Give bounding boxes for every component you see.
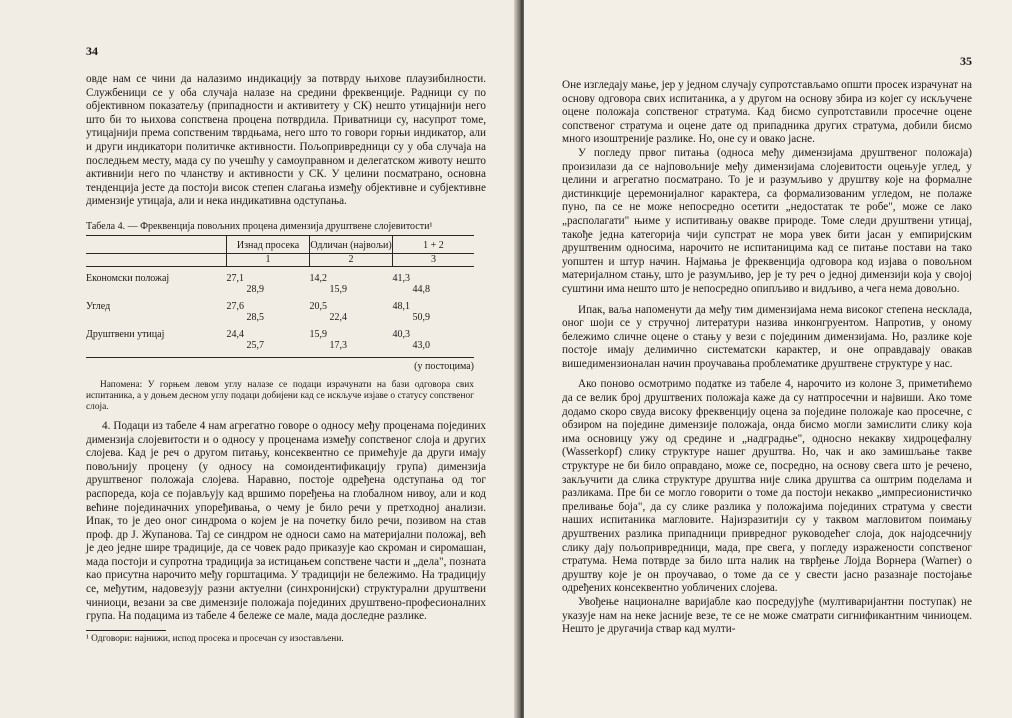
- cell-value-excluded: 25,7: [246, 339, 264, 351]
- table-header-cell: 1 + 2: [393, 235, 475, 253]
- footnote-rule: [86, 630, 166, 631]
- body-paragraph: Увођење националне варијабле као посредујуће (мултиваријантни поступак) не указује нам на неке јасније везе, те се не може сматрати сигнификантним чиниоцем. Нешто је другачија ствар кад мулти-: [562, 595, 972, 636]
- cell-value-all: 40,3: [392, 328, 410, 340]
- table-unit: (у постоцима): [86, 357, 474, 372]
- body-paragraph: овде нам се чини да налазимо индикацију за потврду њихове плаузибилности. Службеници се у оба случаја налазе на средини фреквенције. Радници су по објективном показатељу (припадности и активитету у СК) нешто утицајнији него што би то њихова сопствена процена потврдила. Приватници су, насупрот томе, утицајнији према сопственим тврдњама, него што то говори горњи индикатор, али и други индикатори политичке активности. Пољопривредници су у оба случаја на последњем месту, мада су по учешћу у самоуправном и делегатском животу нешто активнији него по чланству и активности у СК. У целини посматрано, основна тенденција јесте да постоји висок степен слагања између објективне и субјективне димензије утицаја, али и нека индикативна одступања.: [86, 73, 486, 208]
- row-label: Углед: [86, 300, 111, 312]
- cell-value-all: 24,4: [226, 328, 244, 340]
- row-label: Економски положај: [86, 272, 170, 284]
- body-paragraph: Ипак, ваља напоменути да међу тим димензијама нема високог степена нескладa, оног шоји се у стручној литератури назива инконгруентом. Напротив, у оному бележимо сличне оцене о стању у вези с појединим димензијама. Но, разлике које постоје имају делимично систематски карактер, и оне оправдавају овакав вишедимензионалан начин проучавања проблематике друштвене структуре у нас.: [562, 303, 972, 370]
- cell-value-excluded: 17,3: [329, 339, 347, 351]
- table-caption: Табела 4. — Фреквенција повољних процена димензија друштвене слојевитости¹: [86, 220, 433, 232]
- column-number: 2: [310, 253, 393, 266]
- cell-value-all: 15,9: [309, 328, 327, 340]
- cell-value-excluded: 50,9: [412, 311, 430, 323]
- column-number: 1: [227, 253, 310, 266]
- cell-value-excluded: 15,9: [329, 283, 347, 295]
- cell-value-all: 14,2: [309, 272, 327, 284]
- footnote: ¹ Одговори: најнижи, испод просека и просечан су изостављени.: [86, 633, 344, 644]
- cell-value-excluded: 28,9: [246, 283, 264, 295]
- cell-value-all: 27,1: [226, 272, 244, 284]
- table-row: [86, 323, 474, 351]
- cell-value-all: 41,3: [392, 272, 410, 284]
- table-header-cell: Одличан (највољи): [310, 235, 393, 253]
- cell-value-excluded: 22,4: [329, 311, 347, 323]
- row-label: Друштвени утицај: [86, 328, 165, 340]
- table-header-row: [86, 235, 474, 253]
- body-paragraph: Ако поново осмотримо податке из табеле 4, нарочито из колоне 3, приметићемо да се велик број друштвених положаја каже да су натпросечни и највиши. Ако томе додамо скоро свуда високу фреквенцију оцена за поједине положаје као просечне, с обзиром на поједине димензије положаја, онда бисмо могли замислити слику која има основицу ужу од средине и „надградње", односно некакву хидроцефалну (Wasserkopf) слику структуре нашег друштва. Но, чак и ако замишљање такве структуре не би било оправдано, може се, посредно, на основу свега што је речено, закључити да слика структуре друштва није слика друштва са оштрим поделама и разликама. Пре би се могло говорити о томе да постоји некакво „импресионистичко преливање боја", да су слике разлика у положајима појединих стратума у свести наших испитаника магловите. Најизразитији су у таквом магловитом поимању друштвених разлика припадници привредног руководећег слоја, док најодсечнију слику дају пољопривредници, мада, пре свега, у погледу изражености сопственог стратума. Нема потврде за било шта налик на тврђење Лојда Ворнера (Warner) о друштву које је он проучавао, о томе да се у свести јасно разазнаје постојање одређених консеквентно уобличених слојева.: [562, 378, 972, 595]
- cell-value-all: 48,1: [392, 300, 410, 312]
- table-note: Напомена: У горњем левом углу налазе се подаци израчунати на бази одговора свих испитаника, а у доњем десном углу подаци добијени кад се искључе изјаве о статусу сопственог слоја.: [86, 379, 474, 412]
- table-row: [86, 266, 474, 295]
- table-row: [86, 295, 474, 323]
- page-number: 35: [960, 54, 972, 68]
- cell-value-all: 27,6: [226, 300, 244, 312]
- cell-value-excluded: 43,0: [412, 339, 430, 351]
- cell-value-excluded: 44,8: [412, 283, 430, 295]
- right-page: [524, 0, 1012, 718]
- column-number: 3: [393, 253, 475, 266]
- body-paragraph: Оне изгледају мање, јер у једном случају супротстављамо општи просек израчунат на основу одговора свих испитаника, а у другом на основу збира из којег су искључене оцене положаја сопственог стратума. Кад бисмо супротставили просечне оцене сопственог стратума и оцене дате од припадника других стратума, добили бисмо много изоштреније разлике. Но, оне су и овако јасне.: [562, 79, 972, 146]
- body-paragraph: 4. Подаци из табеле 4 нам агрегатно говоре о односу међу проценама појединих димензија слојевитости и о односу у проценама између сопственог слоја и других слојева. Кад је реч о другом питању, консеквентно се примећује да други имају повољнију процену (у односу на сомоидентификацију група) димензија друштвеног положаја слојева. Наравно, постоје одређена одступања од тог распореда, која се појављују кад вршимо поређења на глобалном нивоу, али и код већине појединачних упоређивања, о чему је било речи у претходној анализи. Ипак, то је део оног синдрома о којем је на почетку било речи, позивом на став проф. др Ј. Жупанова. Тај се синдром не односи само на материјални положај, већ је део једне шире традиције, да се човек радо приказује као скроман и сиромашан, мада постоји и супротна традиција за истицањем сопствене части и „дела", позната као присутна нарочито међу горштацима. У традицији не бележимо. На традицију се, међутим, надовезују разни актуелни (синхронијски) структурални друштвени чиниоци, везани за све димензије положаја појединих друштвено-професионалних група. На подацима из табеле 4 бележе се мале, мада доследне разлике.: [86, 419, 486, 623]
- column-number: [86, 253, 227, 266]
- cell-value-all: 20,5: [309, 300, 327, 312]
- data-table: [86, 235, 474, 351]
- table-header-cell: [86, 235, 227, 253]
- table-column-numbers: [86, 253, 474, 266]
- cell-value-excluded: 28,5: [246, 311, 264, 323]
- page-number: 34: [86, 44, 98, 58]
- table-header-cell: Изнад просека: [227, 235, 310, 253]
- body-paragraph: У погледу првог питања (односа међу димензијама друштвеног положаја) произилази да се најповољније међу димензијама слојевитости оцењује углед, у целини и агрегатно посматрано. То је и разумљиво у друштву које на формалне дистинкције церемонијалног карактера, са формализованим угледом, не полаже пуно, па се не може непосредно осетити „недостатак те робе", може се лако „располагати" њиме у испитивању овакве природе. Томе следи друштвени утицај, такође једна категорија чији супстрат не мора увек бити јасан у емпиријским друштвеним односима, нарочито не испитаницима кад се питање постави на тако уопштен и штур начин. Најмања је фреквенција одговора код изјава о повољном материјалном стању, што је разумљиво, јер је ту реч о једној димензији која у својој суштини има нешто што је непосредно опипљиво и видљиво, а чега нема довољно.: [562, 146, 972, 295]
